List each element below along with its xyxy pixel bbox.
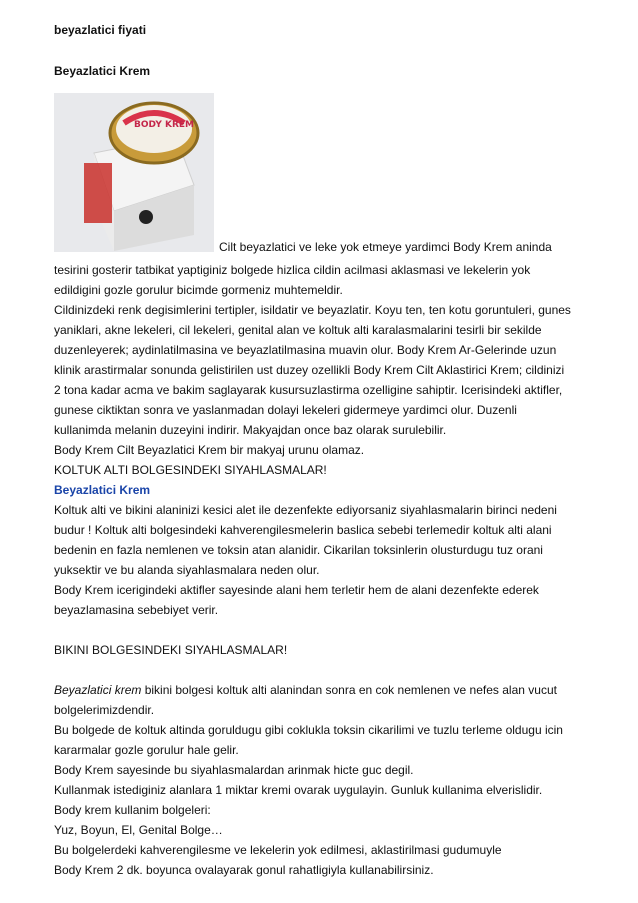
text-line: yuksektir ve bu alanda siyahlasmalara neden olur. bbox=[54, 563, 320, 577]
italic-line bbox=[54, 680, 614, 700]
text-line: 2 tona kadar acma ve bakim saglayarak kusursuzlastirma ozelligine sahiptir. Icerisindeki aktifler, bbox=[54, 383, 563, 397]
text-line: bolgelerimizdendir. bbox=[54, 703, 155, 717]
text-line: Kullanmak istediginiz alanlara 1 miktar kremi ovarak uygulayin. Gunluk kullanima elverislidir. bbox=[54, 783, 543, 797]
text-line: Bu bolgelerdeki kahverengilesme ve lekelerin yok edilmesi, aklastirilmasi gudumuyle bbox=[54, 843, 502, 857]
text-line: KOLTUK ALTI BOLGESINDEKI SIYAHLASMALAR! bbox=[54, 463, 327, 477]
article-body bbox=[54, 260, 614, 880]
text-line: edildigini gozle gorulur bicimde gormeniz muhtemeldir. bbox=[54, 283, 343, 297]
paragraph-3 bbox=[54, 700, 614, 880]
text-line: tesirini gosterir tatbikat yaptiginiz bolgede hizlica cildin acilmasi aklasmasi ve lekelerin yok bbox=[54, 263, 531, 277]
page-title: beyazlatici fiyati bbox=[54, 23, 147, 37]
cream-jar-and-box-image bbox=[54, 93, 214, 252]
text-line: bedenin en fazla nemlenen ve toksin atan alanidir. Cikarilan toksinlerin olusturdugu tuz orani bbox=[54, 543, 543, 557]
text-line: kararmalar gozle gorulur hale gelir. bbox=[54, 743, 239, 757]
italic-lead: Beyazlatici krem bbox=[54, 683, 142, 697]
beyazlatici-krem-link[interactable]: Beyazlatici Krem bbox=[54, 483, 151, 497]
bikini-heading: BIKINI BOLGESINDEKI SIYAHLASMALAR! bbox=[54, 643, 288, 657]
text-line: Body Krem sayesinde bu siyahlasmalardan arinmak hicte guc degil. bbox=[54, 763, 414, 777]
text-line: yaniklari, akne lekeleri, cil lekeleri, genital alan ve koltuk alti karalasmalarini tesirli bir sekilde bbox=[54, 323, 542, 337]
text-line: Body Krem 2 dk. boyunca ovalayarak gonul rahatligiyla kullanabilirsiniz. bbox=[54, 863, 434, 877]
text-line: Cildinizdeki renk degisimlerini tertipler, isildatir ve beyazlatir. Koyu ten, ten kotu goruntuleri, gunes bbox=[54, 303, 571, 317]
text-line: Body Krem icerigindeki aktifler sayesinde alani hem terletir hem de alani dezenfekte ederek bbox=[54, 583, 539, 597]
italic-rest: bikini bolgesi koltuk alti alanindan sonra en cok nemlenen ve nefes alan vucut bbox=[141, 683, 557, 697]
text-line: Yuz, Boyun, El, Genital Bolge… bbox=[54, 823, 223, 837]
text-line: gunese ciktiktan sonra ve yaslanmadan dolayi lekeleri gidermeye yardimci olur. Duzenli bbox=[54, 403, 517, 417]
intro-line: Cilt beyazlatici ve leke yok etmeye yardimci Body Krem aninda bbox=[219, 240, 552, 254]
text-line: kullanimda melanin duzeyini indirir. Makyajdan once baz olarak surulebilir. bbox=[54, 423, 447, 437]
box-brand-text: BODY KREM bbox=[134, 120, 194, 130]
paragraph-2 bbox=[54, 500, 614, 620]
text-line: duzenleyerek; aydinlatilmasina ve beyazlatilmasina muavin olur. Body Krem Ar-Gelerinde uzun bbox=[54, 343, 557, 357]
text-line: Body Krem Cilt Beyazlatici Krem bir makyaj urunu olamaz. bbox=[54, 443, 365, 457]
section-subtitle: Beyazlatici Krem bbox=[54, 64, 151, 78]
product-illustration bbox=[54, 93, 214, 252]
text-line: Koltuk alti ve bikini alaninizi kesici alet ile dezenfekte ediyorsaniz siyahlasmalarin birinci nedeni bbox=[54, 503, 557, 517]
text-line: beyazlamasina sebebiyet verir. bbox=[54, 603, 219, 617]
text-line: budur ! Koltuk alti bolgesindeki kahverengilesmelerin baslica sebebi terlemedir koltuk alti alani bbox=[54, 523, 552, 537]
text-line: Bu bolgede de koltuk altinda goruldugu gibi coklukla toksin cikarilimi ve tuzlu terleme oldugu icin bbox=[54, 723, 563, 737]
text-line: Body krem kullanim bolgeleri: bbox=[54, 803, 211, 817]
text-line: klinik arastirmalar sonunda gelistirilen ust duzey ozellikli Body Krem Cilt Aklastirici Krem; cildinizi bbox=[54, 363, 565, 377]
paragraph-1 bbox=[54, 260, 614, 480]
